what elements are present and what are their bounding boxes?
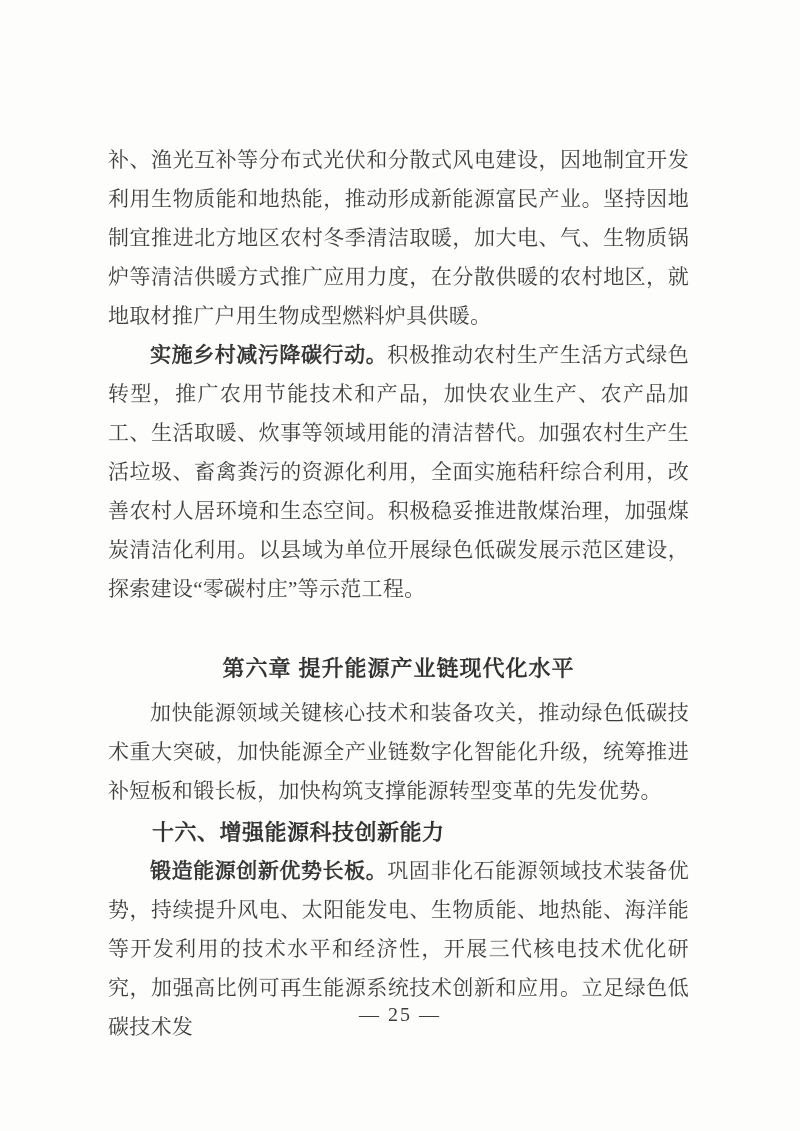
paragraph-text: 巩固非化石能源领域技术装备优势，持续提升风电、太阳能发电、生物质能、地热能、海洋能等开发利用的技术水平和经济性，开展三代核电技术优化研究，加强高比例可再生能源系统技术创新和应用。立足绿色低碳技术发 [108, 859, 689, 1039]
chapter-heading: 第六章 提升能源产业链现代化水平 [222, 656, 575, 681]
paragraph [108, 141, 689, 336]
page-number: — 25 — [359, 1004, 441, 1026]
paragraph-bold-lead: 锻造能源创新优势长板。 [150, 860, 388, 883]
section-heading: 十六、增强能源科技创新能力 [152, 820, 445, 845]
paragraph-text: 补、渔光互补等分布式光伏和分散式风电建设，因地制宜开发利用生物质能和地热能，推动形成新能源富民产业。坚持因地制宜推进北方地区农村冬季清洁取暖，加大电、气、生物质锅炉等清洁供暖方式推广应用力度，在分散供暖的农村地区，就地取材推广户用生物成型燃料炉具供暖。 [108, 148, 689, 328]
paragraph-text: 积极推动农村生产生活方式绿色转型，推广农用节能技术和产品，加快农业生产、农产品加工、生活取暖、炊事等领域用能的清洁替代。加强农村生产生活垃圾、畜禽粪污的资源化利用，全面实施秸秆综合利用，改善农村人居环境和生态空间。积极稳妥推进散煤治理，加强煤炭清洁化利用。以县域为单位开展绿色低碳发展示范区建设，探索建设“零碳村庄”等示范工程。 [108, 343, 689, 601]
paragraph [108, 336, 689, 609]
paragraph-bold-lead: 实施乡村减污降碳行动。 [150, 344, 388, 367]
paragraph [108, 694, 689, 811]
paragraph-text: 加快能源领域关键核心技术和装备攻关，推动绿色低碳技术重大突破，加快能源全产业链数字化智能化升级，统筹推进补短板和锻长板，加快构筑支撑能源转型变革的先发优势。 [108, 701, 689, 803]
document-content [108, 141, 689, 1047]
